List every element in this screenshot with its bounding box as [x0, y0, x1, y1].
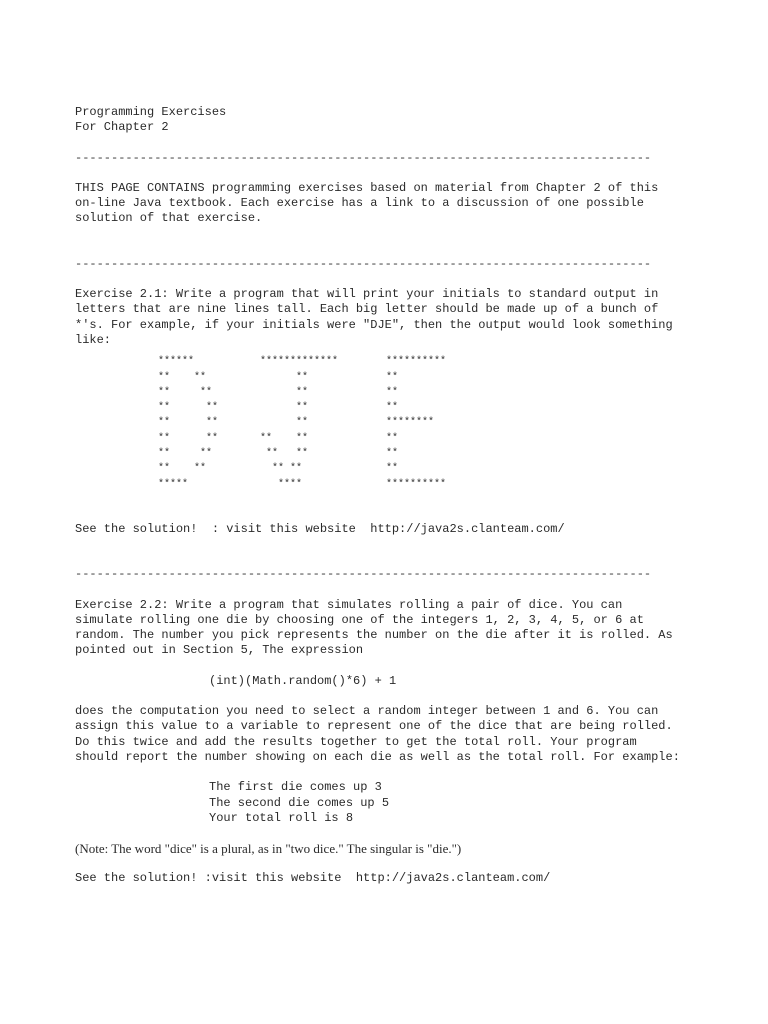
page-title: Programming Exercises	[75, 105, 227, 119]
ascii-art-line: ** ** ** **	[158, 402, 399, 414]
ascii-art-line: ***** **** **********	[158, 478, 447, 490]
exercise-2-1-text: Exercise 2.1: Write a program that will print your initials to standard output in letters that are nine lines tall. Each big letter should be made up of a bunch of *'s. For example, if your initials were "DJE", then the output would look something like:	[75, 287, 680, 347]
ascii-art-line: ** ** ** **	[158, 371, 399, 383]
sample-output	[75, 780, 685, 826]
exercise-2-2-description: does the computation you need to select a random integer between 1 and 6. You can assign this value to a variable to represent one of the dice that are being rolled. Do this twice and add the results together to get the total roll. Your program should report the number showing on each die as well as the total roll. For example:	[75, 704, 680, 764]
ascii-art-line: ** ** ** **	[158, 386, 399, 398]
solution-link-text[interactable]: See the solution! : visit this website http://java2s.clanteam.com/	[75, 521, 565, 536]
initials-ascii-art	[75, 354, 685, 492]
sample-output-line: The first die comes up 3	[209, 780, 382, 795]
ascii-art-line: ** ** ** ** **	[158, 448, 399, 460]
document-page	[75, 105, 685, 887]
ascii-art-line: ****** ************* **********	[158, 356, 447, 368]
exercise-2-2-text: Exercise 2.2: Write a program that simulates rolling a pair of dice. You can simulate rolling one die by choosing one of the integers 1, 2, 3, 4, 5, or 6 at random. The number you pick represents the number on the die after it is rolled. As pointed out in Section 5, The expression	[75, 597, 680, 658]
sample-output-line: The second die comes up 5	[209, 795, 390, 810]
intro-paragraph: THIS PAGE CONTAINS programming exercises based on material from Chapter 2 of this on-line Java textbook. Each exercise has a link to a discussion of one possible solution of that exercise.	[75, 180, 666, 226]
solution-link-text[interactable]: See the solution! :visit this website http://java2s.clanteam.com/	[75, 871, 551, 886]
separator-line: --------------------------------------------------------------------------------	[75, 567, 652, 582]
note-text: (Note: The word "dice" is a plural, as in "two dice." The singular is "die.")	[75, 841, 462, 857]
ascii-art-line: ** ** ** ********	[158, 417, 435, 429]
page-subtitle: For Chapter 2	[75, 120, 169, 135]
separator-line: --------------------------------------------------------------------------------	[75, 256, 652, 271]
code-expression: (int)(Math.random()*6) + 1	[209, 673, 397, 688]
sample-output-line: Your total roll is 8	[209, 810, 354, 825]
separator-line: --------------------------------------------------------------------------------	[75, 150, 652, 165]
ascii-art-line: ** ** ** ** **	[158, 432, 399, 444]
ascii-art-line: ** ** ** ** **	[158, 463, 399, 475]
